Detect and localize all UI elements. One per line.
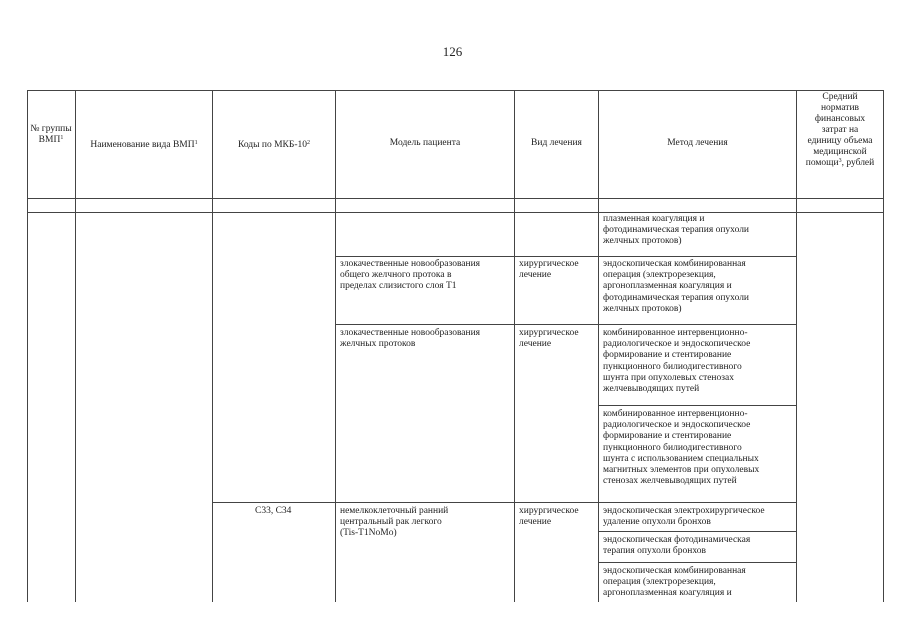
cell-line: комбинированное интервенционно- (603, 328, 748, 338)
col-divider-4 (514, 90, 515, 602)
cell-line: эндоскопическая комбинированная (603, 566, 746, 576)
cell-line: пределах слизистого слоя Т1 (340, 281, 457, 292)
cell-line: (Tis-T1NoMo) (340, 528, 397, 539)
row-line-4 (212, 502, 797, 503)
method-cell (603, 566, 746, 600)
cell-line: желчных протоков) (603, 303, 682, 314)
header-treatment-type (516, 138, 597, 149)
cell-line: злокачественные новообразования (340, 328, 481, 338)
cell-line: пункционного билиодигестивного (603, 442, 742, 453)
table-border-left (27, 90, 28, 602)
col-divider-3 (335, 90, 336, 602)
treatment-type-cell (519, 506, 579, 528)
cell-line: фотодинамическая терапия опухоли (603, 225, 750, 236)
method-cell (603, 259, 749, 315)
cell-line: аргоноплазменная коагуляция и (603, 281, 732, 292)
method-cell (603, 409, 759, 487)
cell-line: терапия опухоли бронхов (603, 546, 706, 557)
header-vmp-name-text: Наименование вида ВМП (90, 140, 195, 150)
method-cell (603, 535, 750, 557)
cell-line: лечение (519, 339, 552, 350)
treatment-type-cell (519, 328, 579, 350)
numbering-row-line (27, 212, 884, 213)
cell-line: плазменная коагуляция и (603, 214, 705, 224)
header-treatment-method-text: Метод лечения (667, 138, 728, 148)
cell-line: эндоскопическая комбинированная (603, 259, 746, 269)
cell-line: хирургическое (519, 506, 579, 516)
cell-line: стенозах желчевыводящих путей (603, 476, 737, 487)
cell-line: желчевыводящих путей (603, 384, 700, 395)
method-cell (603, 328, 750, 395)
header-icd-codes (214, 140, 334, 151)
cell-line: радиологическое и эндоскопическое (603, 339, 751, 350)
cell-line: хирургическое (519, 259, 579, 269)
col-divider-5 (598, 90, 599, 602)
row-line-2 (335, 324, 797, 325)
header-vmp-name (77, 140, 211, 151)
patient-model-cell (340, 328, 480, 350)
footnote-mark: 1 (194, 140, 198, 146)
patient-model-cell (340, 259, 480, 293)
cell-line: формирование и стентирование (603, 350, 732, 361)
cell-line: шунта при опухолевых стенозах (603, 372, 734, 383)
cell-line: центральный рак легкого (340, 517, 442, 528)
header-treatment-type-text: Вид лечения (531, 138, 582, 148)
cell-line: удаление опухоли бронхов (603, 517, 711, 528)
header-group-number-text: № группы ВМП (30, 124, 72, 145)
cell-line: эндоскопическая фотодинамическая (603, 535, 751, 545)
cell-line: магнитных элементов при опухолевых (603, 465, 760, 476)
cell-line: злокачественные новообразования (340, 259, 481, 269)
header-patient-model (337, 138, 513, 149)
icd-codes-cell (255, 506, 291, 517)
table-border-top (27, 90, 884, 91)
page-number: 126 (442, 44, 463, 59)
treatment-type-cell (519, 259, 579, 281)
cell-line: формирование и стентирование (603, 431, 732, 442)
cell-line: шунта с использованием специальных (603, 453, 759, 464)
col-divider-1 (75, 90, 76, 602)
row-line-3 (598, 405, 797, 406)
cell-line: аргоноплазменная коагуляция и (603, 588, 732, 599)
cell-line: пункционного билиодигестивного (603, 361, 742, 372)
cell-line: немелкоклеточный ранний (340, 506, 449, 516)
footnote-mark: 2 (307, 140, 311, 146)
cell-line: желчных протоков (340, 339, 416, 350)
col-divider-6 (796, 90, 797, 602)
cell-line: хирургическое (519, 328, 579, 338)
method-cell (603, 214, 749, 248)
row-line-1 (335, 256, 797, 257)
row-line-6 (598, 562, 797, 563)
patient-model-cell (340, 506, 448, 540)
header-treatment-method (600, 138, 795, 149)
header-icd-codes-text: Коды по МКБ-10 (237, 140, 308, 150)
col-divider-2 (212, 90, 213, 602)
header-bottom-line (27, 198, 884, 199)
footnote-mark: 1 (60, 135, 64, 141)
header-average-cost-unit: , рублей (841, 158, 875, 168)
cell-line: операция (электрорезекция, (603, 270, 716, 281)
header-average-cost-text: Средний норматив финансовых затрат на единицу объема медицинской помощи (805, 92, 873, 168)
footnote-mark: 3 (838, 158, 842, 164)
cell-line: лечение (519, 270, 552, 281)
header-group-number (29, 124, 73, 146)
table-border-right (883, 90, 884, 602)
cell-line: лечение (519, 517, 552, 528)
cell-line: общего желчного протока в (340, 270, 452, 281)
header-average-cost (805, 92, 875, 169)
cell-line: фотодинамическая терапия опухоли (603, 292, 750, 303)
cell-line: эндоскопическая электрохирургическое (603, 506, 765, 516)
cell-line: операция (электрорезекция, (603, 577, 716, 588)
cell-line: комбинированное интервенционно- (603, 409, 748, 419)
cell-line: желчных протоков) (603, 236, 682, 247)
header-patient-model-text: Модель пациента (389, 138, 461, 148)
row-line-5 (598, 531, 797, 532)
method-cell (603, 506, 765, 528)
cell-line: радиологическое и эндоскопическое (603, 420, 751, 431)
cell-line: С33, С34 (255, 506, 292, 516)
